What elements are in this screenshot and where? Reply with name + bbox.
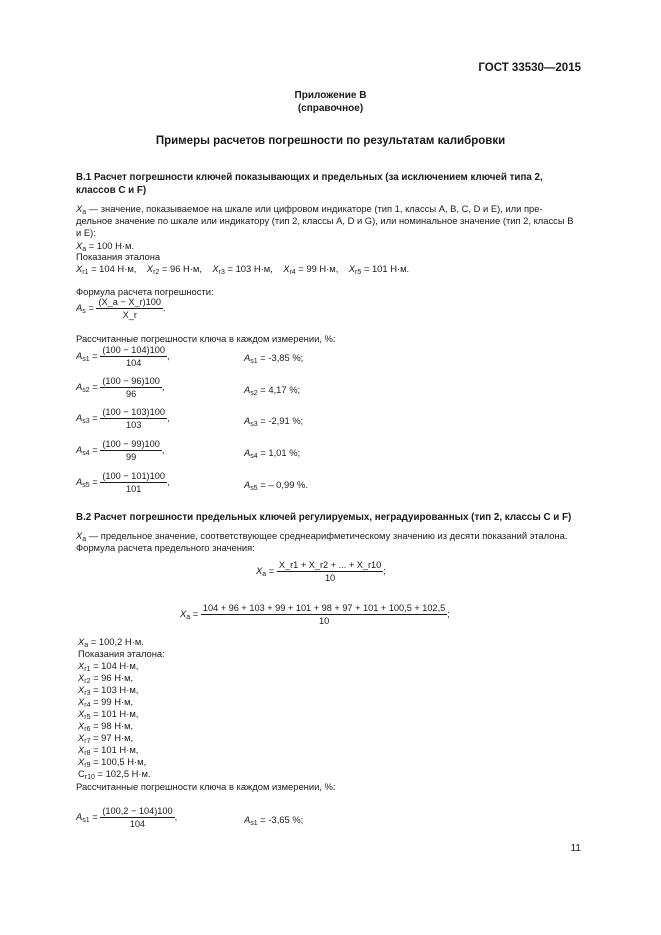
b2-paragraph-line1: $X_a$ — предельное значение, соответствующее среднеарифметическому значению из десяти показаний эталона. (76, 530, 568, 543)
page-number: 11 (570, 843, 581, 854)
reading: $X_{r4} = 99$ Н·м, (283, 263, 339, 276)
b2-formula-1: $X_a$ = $\frac{X\_r1 + X\_r2 + ... + X\_r10}{10}$ ; (256, 560, 386, 583)
calc-result: $A_{s4} = 1,01$ %; (244, 447, 301, 460)
reading: $X_{r3} = 103$ Н·м, (212, 263, 273, 276)
b1-paragraph-line1: $X_a$ — значение, показываемое на шкале или цифровом индикаторе (тип 1, классы А, В, С, D и Е), или пре- (76, 203, 543, 216)
reading: $X_{r1} = 104$ Н·м, (76, 263, 137, 276)
reading: $X_{r9} = 100,5$ Н·м, (78, 756, 147, 769)
reading: $X_{r2} = 96$ Н·м, (78, 672, 134, 685)
standard-number: ГОСТ 33530—2015 (478, 62, 581, 74)
reading: $X_{r2} = 96$ Н·м, (146, 263, 202, 276)
calc-row: $A_{s2}$ = $\frac{(100 - 96)100}{96}$ , (76, 376, 165, 399)
reading: $X_{r3} = 103$ Н·м, (78, 684, 139, 697)
reading: $X_{r7} = 97$ Н·м, (78, 732, 134, 745)
b1-calc-label: Рассчитанные погрешности ключа в каждом измерении, %: (76, 333, 336, 344)
b2-paragraph-line2: Формула расчета предельного значения: (76, 542, 255, 553)
calc-row: $A_{s5}$ = $\frac{(100 - 101)100}{101}$ , (76, 471, 170, 494)
b1-formula-label: Формула расчета погрешности: (76, 286, 214, 297)
b1-paragraph-line2: дельное значение по шкале или индикатору (тип 2, классы А, D и G), или номинальное значение (тип 2, классы В (76, 215, 574, 226)
b1-paragraph-line3: и Е): (76, 227, 96, 238)
reading: $X_{r5} = 101$ Н·м, (78, 708, 139, 721)
reading: $C_{r10} = 102,5$ Н·м. (78, 768, 151, 781)
calc-result: $A_{s2} = 4,17$ %; (244, 384, 301, 397)
calc-result: $A_{s1} = -3,65$ %; (244, 814, 304, 827)
b2-formula-2: $X_a$ = $\frac{104 + 96 + 103 + 99 + 101 + 98 + 97 + 101 + 100,5 + 102,5}{10}$ ; (180, 603, 450, 626)
calc-row: $A_{s4}$ = $\frac{(100 - 99)100}{99}$ , (76, 439, 165, 462)
b2-readings-label: Показания эталона: (78, 648, 165, 659)
b1-readings-label: Показания эталона (76, 251, 161, 262)
reading: $X_{r8} = 101$ Н·м, (78, 744, 139, 757)
calc-row: $A_{s1}$ = $\frac{(100,2 - 104)100}{104}$ , (76, 806, 178, 829)
appendix-note: (справочное) (297, 103, 364, 114)
b2-calc-label: Рассчитанные погрешности ключа в каждом измерении, %: (76, 781, 336, 792)
calc-result: $A_{s3} = -2,91$ %; (244, 415, 304, 428)
reading: $X_{r4} = 99$ Н·м, (78, 696, 134, 709)
page-title: Примеры расчетов погрешности по результатам калибровки (155, 135, 506, 147)
calc-row: $A_{s3}$ = $\frac{(100 - 103)100}{103}$ , (76, 407, 170, 430)
calc-result: $A_{s5}$ = – 0,99 %. (244, 479, 308, 492)
section-b2-heading: В.2 Расчет погрешности предельных ключей регулируемых, неградуированных (тип 2, классы С и F) (76, 512, 572, 523)
b1-readings-line (76, 263, 409, 274)
appendix-title: Приложение В (294, 90, 367, 101)
b1-formula: $A_s$ = $\frac{(X\_a - X\_r)100}{X\_r}$ . (76, 297, 166, 320)
section-b1-heading-1: В.1 Расчет погрешности ключей показывающих и предельных (за исключением ключей типа 2, (76, 172, 543, 183)
reading: $X_{r5} = 101$ Н·м. (348, 263, 410, 276)
section-b1-heading-2: классов С и F) (76, 185, 147, 196)
calc-row: $A_{s1}$ = $\frac{(100 - 104)100}{104}$ , (76, 345, 170, 368)
b2-xa-value: $X_a = 100,2$ Н·м. (78, 636, 144, 649)
calc-result: $A_{s1} = -3,85$ %; (244, 352, 304, 365)
reading: $X_{r1} = 104$ Н·м, (78, 660, 139, 673)
reading: $X_{r6} = 98$ Н·м, (78, 720, 134, 733)
b1-xa-value: $X_a = 100$ Н·м. (76, 240, 135, 253)
